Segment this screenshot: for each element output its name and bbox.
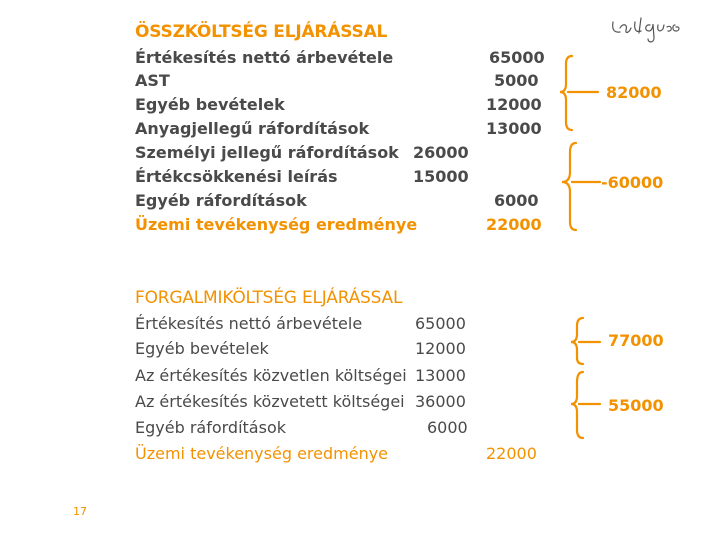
page-number: 17 bbox=[73, 505, 87, 518]
s2-row-label: Értékesítés nettó árbevétele bbox=[135, 314, 363, 333]
s1-row-label: Egyéb bevételek bbox=[135, 95, 285, 114]
s2-row-value: 13000 bbox=[415, 366, 466, 385]
s2-group-total: 77000 bbox=[608, 331, 664, 350]
signature-icon bbox=[613, 18, 679, 42]
s2-row-label: Egyéb ráfordítások bbox=[135, 418, 286, 437]
s2-row-value: 6000 bbox=[427, 418, 468, 437]
s1-row-value: 5000 bbox=[494, 71, 539, 90]
s1-row-value: 65000 bbox=[489, 48, 545, 67]
s2-row-value: 36000 bbox=[415, 392, 466, 411]
s2-row-label: Egyéb bevételek bbox=[135, 339, 269, 358]
s1-row-label: Anyagjellegű ráfordítások bbox=[135, 119, 370, 138]
s1-result-value: 22000 bbox=[486, 215, 542, 234]
s2-result-value: 22000 bbox=[486, 444, 537, 463]
s1-result-label: Üzemi tevékenység eredménye bbox=[135, 215, 418, 234]
s2-group-total: 55000 bbox=[608, 396, 664, 415]
s1-row-value: 6000 bbox=[494, 191, 539, 210]
s1-group-total: 82000 bbox=[606, 83, 662, 102]
s1-row-value: 12000 bbox=[486, 95, 542, 114]
section1-title: ÖSSZKÖLTSÉG ELJÁRÁSSAL bbox=[135, 22, 388, 42]
s1-row-label: Értékcsökkenési leírás bbox=[135, 167, 338, 186]
s1-row-label: Egyéb ráfordítások bbox=[135, 191, 307, 210]
s2-row-value: 65000 bbox=[415, 314, 466, 333]
s2-row-label: Az értékesítés közvetett költségei bbox=[135, 392, 405, 411]
s2-row-value: 12000 bbox=[415, 339, 466, 358]
s1-group-total: -60000 bbox=[601, 173, 664, 192]
s2-result-label: Üzemi tevékenység eredménye bbox=[135, 444, 389, 463]
s1-row-label: AST bbox=[135, 71, 170, 90]
s1-row-label: Értékesítés nettó árbevétele bbox=[135, 48, 394, 67]
s1-row-value: 26000 bbox=[413, 143, 469, 162]
s1-row-label: Személyi jellegű ráfordítások bbox=[135, 143, 399, 162]
section2-title: FORGALMIKÖLTSÉG ELJÁRÁSSAL bbox=[135, 288, 403, 308]
brace-icon bbox=[562, 143, 576, 230]
s2-row-label: Az értékesítés közvetlen költségei bbox=[135, 366, 407, 385]
s1-row-value: 15000 bbox=[413, 167, 469, 186]
s1-row-value: 13000 bbox=[486, 119, 542, 138]
